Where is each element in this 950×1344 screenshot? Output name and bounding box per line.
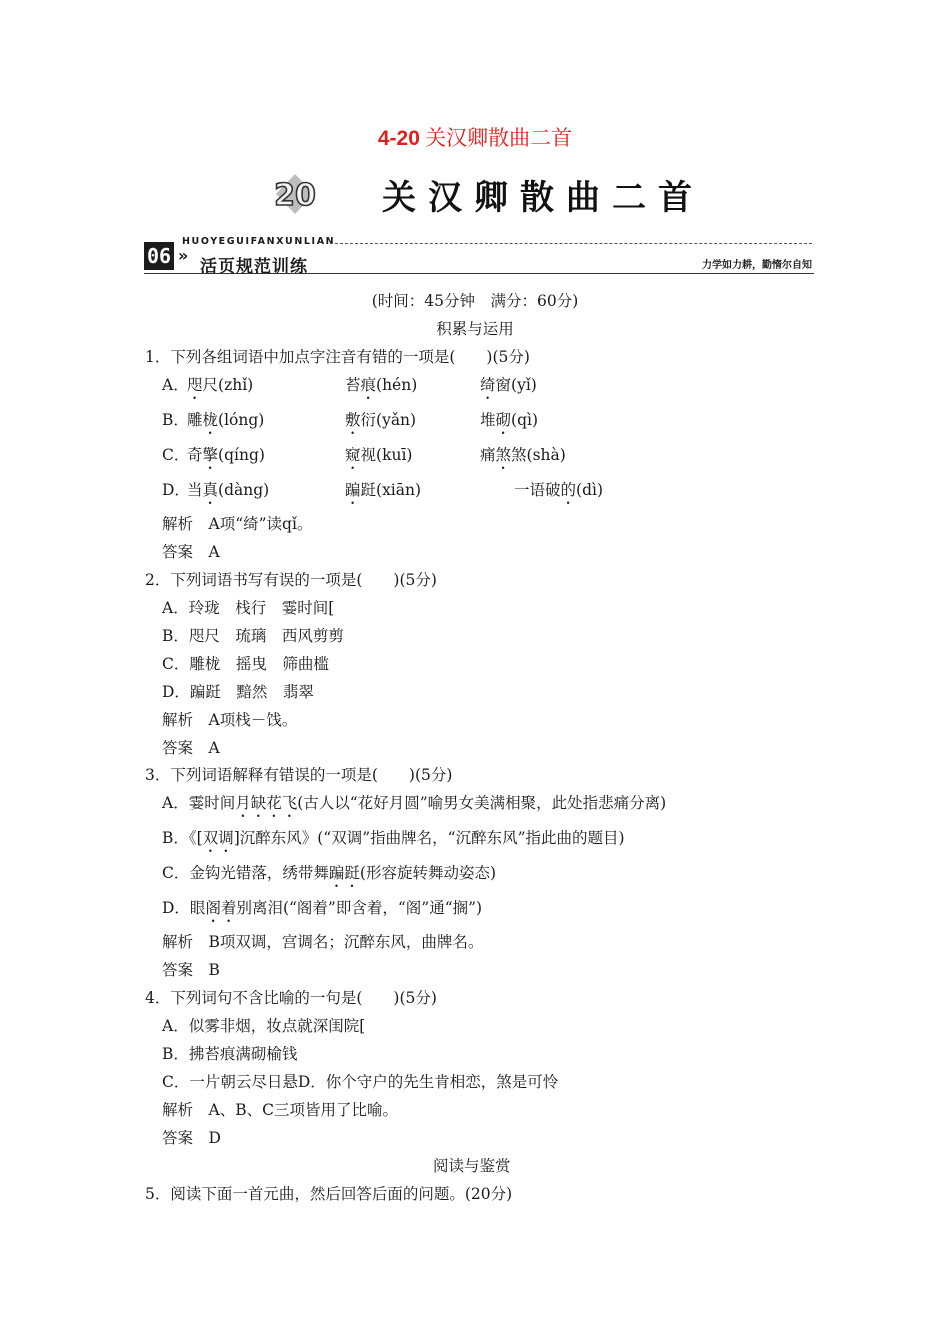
option-word-1: 奇擎(qíng) bbox=[187, 446, 265, 464]
dotted-char: 真 bbox=[202, 481, 219, 499]
q2-option-a: A．玲珑 栈行 霎时间[ bbox=[162, 599, 335, 617]
option-word-3: 痛煞煞(shà) bbox=[480, 446, 566, 464]
q2-stem: 2．下列词语书写有误的一项是( )(5分) bbox=[145, 571, 437, 589]
option-word-3: 一语破的(dì) bbox=[514, 481, 604, 499]
section-pinyin: HUOYEGUIFANXUNLIAN bbox=[182, 236, 336, 247]
q3-option-c: C．金钩光错落，绣带舞蹁跹(形容旋转舞动姿态) bbox=[162, 864, 496, 882]
q3-option-a: A．霎时间月缺花飞(古人以“花好月圆”喻男女美满相聚，此处指悲痛分离) bbox=[162, 794, 667, 812]
q2-option-c: C．雕栊 摇曳 筛曲槛 bbox=[162, 655, 329, 673]
q4-analysis: 解析 A、B、C三项皆用了比喻。 bbox=[162, 1101, 398, 1119]
q3-stem: 3．下列词语解释有错误的一项是( )(5分) bbox=[145, 766, 453, 784]
page-title-text: 关汉卿散曲二首 bbox=[425, 126, 573, 150]
q4-option-b: B．拂苔痕满砌榆钱 bbox=[162, 1045, 298, 1063]
q3-answer: 答案 B bbox=[162, 961, 220, 979]
option-word-2: 蹁跹(xiān) bbox=[345, 481, 422, 499]
lesson-number-badge bbox=[268, 170, 322, 218]
option-word-2: 窥视(kuī) bbox=[345, 446, 413, 464]
dotted-char: 绮 bbox=[480, 376, 496, 394]
option-word-2: 敷衍(yǎn) bbox=[345, 411, 417, 429]
lesson-badge-icon bbox=[268, 170, 322, 218]
option-word-3: 堆砌(qì) bbox=[480, 411, 539, 429]
option-label: B． bbox=[162, 411, 189, 429]
q1-stem: 1．下列各组词语中加点字注音有错的一项是( )(5分) bbox=[145, 348, 530, 366]
dotted-char: 砌 bbox=[495, 411, 512, 429]
q2-option-d: D．蹁跹 黯然 翡翠 bbox=[162, 683, 314, 701]
dotted-char: 栊 bbox=[202, 411, 219, 429]
lesson-title: 关汉卿散曲二首 bbox=[382, 178, 704, 218]
section-heading-2: 阅读与鉴赏 bbox=[433, 1157, 511, 1175]
option-word-1: 咫尺(zhǐ) bbox=[187, 376, 254, 394]
q3-option-d: D．眼阁着别离泪(“阁着”即含着，“阁”通“搁”) bbox=[162, 899, 483, 917]
q4-answer: 答案 D bbox=[162, 1129, 221, 1147]
section-heading-1: 积累与运用 bbox=[436, 320, 514, 338]
q5-stem: 5．阅读下面一首元曲，然后回答后面的问题。(20分) bbox=[145, 1185, 513, 1203]
header-dashed-divider bbox=[330, 243, 812, 244]
dotted-char: 敷 bbox=[345, 411, 361, 429]
q1-analysis: 解析 A项“绮”读qǐ。 bbox=[162, 515, 313, 533]
q3-analysis: 解析 B项双调，宫调名；沉醉东风，曲牌名。 bbox=[162, 933, 484, 951]
option-word-1: 雕栊(lóng) bbox=[187, 411, 265, 429]
section-motto: 力学如力耕，勤惰尔自知 bbox=[702, 260, 812, 271]
q4-option-a: A．似雾非烟，妆点就深闺院[ bbox=[162, 1017, 366, 1035]
q4-option-cd: C．一片朝云尽日悬D．你个守户的先生肯相恋，煞是可怜 bbox=[162, 1073, 559, 1091]
option-label: A． bbox=[162, 376, 189, 394]
q1-answer: 答案 A bbox=[162, 543, 220, 561]
dotted-char: 蹁 bbox=[345, 481, 361, 499]
lesson-number: 20 bbox=[274, 178, 316, 213]
q3-option-b: B．《[双调]沉醉东风》(“双调”指曲牌名，“沉醉东风”指此曲的题目) bbox=[162, 829, 625, 847]
page-title bbox=[0, 122, 950, 152]
option-label: D． bbox=[162, 481, 190, 499]
header-divider bbox=[144, 273, 814, 274]
q4-stem: 4．下列词句不含比喻的一句是( )(5分) bbox=[145, 989, 437, 1007]
dotted-char: 的 bbox=[560, 481, 577, 499]
dotted-char: 痕 bbox=[360, 376, 377, 394]
page-title-number: 4-20 bbox=[377, 127, 420, 150]
q2-analysis: 解析 A项栈－饯。 bbox=[162, 711, 298, 729]
dotted-text: 月缺花飞 bbox=[235, 794, 298, 812]
q2-answer: 答案 A bbox=[162, 739, 220, 757]
exam-meta: (时间：45分钟 满分：60分) bbox=[371, 292, 579, 310]
q2-option-b: B．咫尺 琉璃 西风剪剪 bbox=[162, 627, 344, 645]
section-label: 活页规范训练 bbox=[200, 257, 308, 277]
option-word-3: 绮窗(yǐ) bbox=[480, 376, 537, 394]
option-word-1: 当真(dàng) bbox=[187, 481, 270, 499]
dotted-text: 阁着 bbox=[205, 899, 237, 917]
dotted-text: [双调] bbox=[196, 829, 240, 847]
dotted-char: 窥 bbox=[345, 446, 361, 464]
dotted-char: 擎 bbox=[202, 446, 219, 464]
option-label: C． bbox=[162, 446, 190, 464]
dotted-text: 蹁跹 bbox=[328, 864, 360, 882]
option-word-2: 苔痕(hén) bbox=[345, 376, 418, 394]
double-chevron-icon: » bbox=[178, 246, 189, 265]
section-number: 06 bbox=[144, 242, 174, 270]
dotted-char: 咫 bbox=[187, 376, 203, 394]
dotted-char: 煞 bbox=[495, 446, 512, 464]
